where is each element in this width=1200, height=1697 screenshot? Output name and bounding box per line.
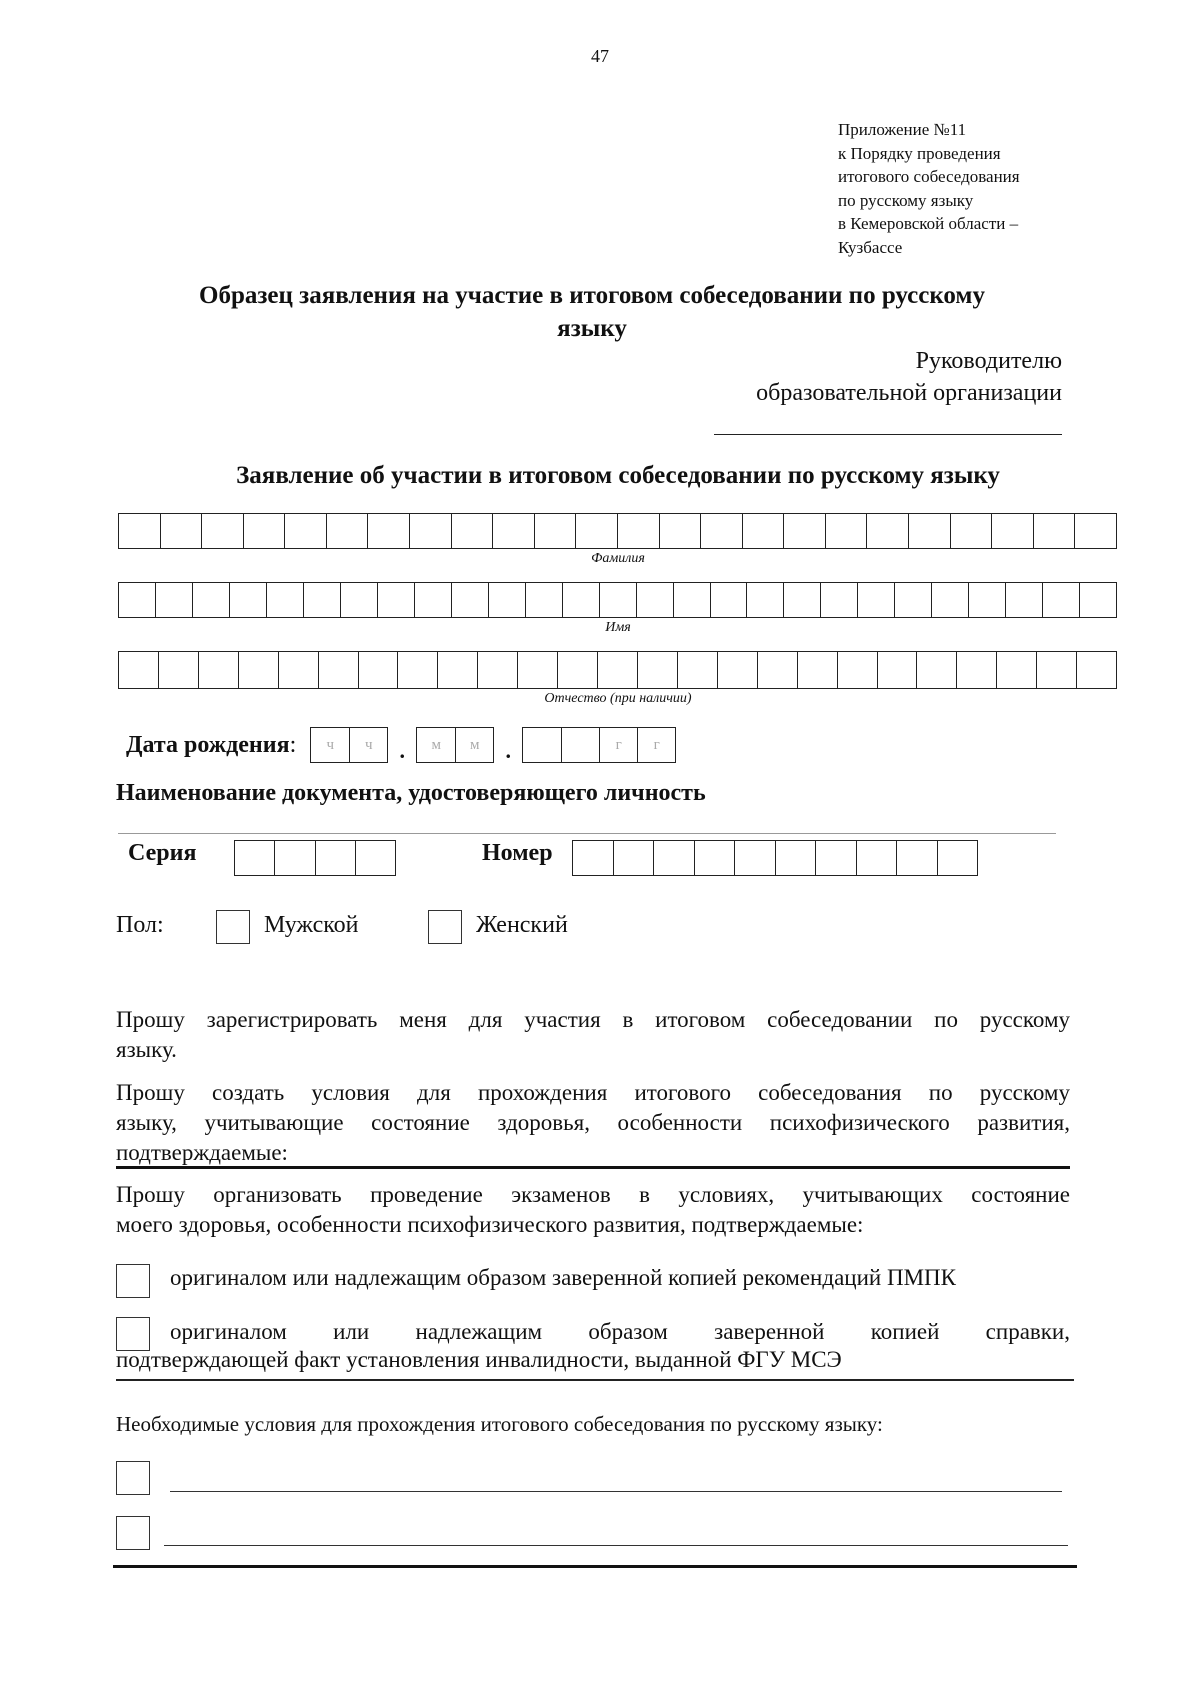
name-cell[interactable] (340, 583, 377, 617)
patronymic-cell[interactable] (956, 652, 996, 688)
surname-cell[interactable] (742, 514, 784, 548)
patronymic-cell[interactable] (717, 652, 757, 688)
surname-cell[interactable] (160, 514, 202, 548)
patronymic-cell[interactable] (996, 652, 1036, 688)
patronymic-cell[interactable] (358, 652, 398, 688)
addressee-name-line[interactable] (714, 434, 1062, 435)
birth-month-cell[interactable]: м (431, 736, 441, 753)
series-label: Серия (128, 840, 197, 866)
appendix-line: по русскому языку (838, 190, 974, 210)
gender-male-label: Мужской (264, 912, 359, 938)
request-register (116, 1005, 1070, 1065)
surname-cell[interactable] (575, 514, 617, 548)
identity-document-label: Наименование документа, удостоверяющего личность (116, 780, 706, 806)
name-cell[interactable] (931, 583, 968, 617)
name-cell[interactable] (1005, 583, 1042, 617)
sample-title-line1: Образец заявления на участие в итоговом собеседовании по русскому (199, 282, 985, 309)
mse-rule (116, 1379, 1074, 1381)
appendix-line: Кузбассе (838, 237, 903, 257)
pmpk-option-label: оригиналом или надлежащим образом заверенной копией рекомендаций ПМПК (170, 1265, 956, 1290)
series-cell[interactable] (355, 841, 395, 875)
number-cell[interactable] (573, 841, 613, 875)
gender-male-checkbox[interactable] (216, 910, 250, 944)
appendix-line: к Порядку проведения (838, 143, 1001, 163)
patronymic-cell[interactable] (637, 652, 677, 688)
birth-date-label: Дата рождения (126, 731, 290, 758)
surname-caption: Фамилия (591, 551, 645, 566)
birth-day-cell[interactable]: ч (349, 728, 387, 762)
condition-line-1[interactable] (170, 1491, 1062, 1492)
necessary-conditions-label: Необходимые условия для прохождения итогового собеседования по русскому языку: (116, 1412, 883, 1436)
patronymic-cell[interactable] (158, 652, 198, 688)
surname-cell[interactable] (119, 514, 160, 548)
surname-cell[interactable] (367, 514, 409, 548)
surname-cell[interactable] (659, 514, 701, 548)
name-cells[interactable] (118, 582, 1117, 618)
series-cell[interactable] (274, 841, 314, 875)
birth-year-cell[interactable]: г (637, 728, 675, 762)
number-cell[interactable] (896, 841, 937, 875)
patronymic-cell[interactable] (397, 652, 437, 688)
surname-cell[interactable] (326, 514, 368, 548)
patronymic-cell[interactable] (597, 652, 637, 688)
request-conditions-line3: подтверждаемые: (116, 1140, 288, 1165)
surname-cell[interactable] (409, 514, 451, 548)
name-cell[interactable] (710, 583, 747, 617)
name-cell[interactable] (229, 583, 266, 617)
addressee (756, 345, 1062, 409)
date-separator: . (505, 738, 511, 763)
gender-female-label: Женский (476, 912, 568, 938)
name-cell[interactable] (303, 583, 340, 617)
birth-month-cells[interactable] (416, 727, 494, 763)
name-cell[interactable] (673, 583, 710, 617)
birth-year-cell[interactable]: г (599, 728, 637, 762)
surname-cell[interactable] (908, 514, 950, 548)
date-separator: . (399, 738, 405, 763)
condition-checkbox-2[interactable] (116, 1516, 150, 1550)
appendix-note (838, 118, 1020, 259)
number-cell[interactable] (775, 841, 816, 875)
request-conditions (116, 1078, 1070, 1168)
birth-year-cell[interactable] (561, 728, 599, 762)
series-cells[interactable] (234, 840, 396, 876)
identity-document-line[interactable] (118, 833, 1056, 834)
appendix-line: Приложение №11 (838, 120, 967, 139)
name-cell[interactable] (746, 583, 783, 617)
number-cell[interactable] (856, 841, 897, 875)
name-cell[interactable] (119, 583, 155, 617)
number-cell[interactable] (937, 841, 978, 875)
name-cell[interactable] (1079, 583, 1116, 617)
appendix-line: в Кемеровской области – (838, 214, 1019, 233)
name-cell[interactable] (562, 583, 599, 617)
surname-cell[interactable] (866, 514, 908, 548)
series-cell[interactable] (235, 841, 274, 875)
series-cell[interactable] (315, 841, 355, 875)
number-cell[interactable] (613, 841, 654, 875)
page-number: 47 (591, 46, 609, 66)
name-cell[interactable] (636, 583, 673, 617)
name-cell[interactable] (968, 583, 1005, 617)
gender-female-checkbox[interactable] (428, 910, 462, 944)
bottom-rule (113, 1565, 1077, 1568)
request-register-line1: Прошу зарегистрировать меня для участия в итоговом собеседовании по русскому (116, 1007, 1070, 1032)
surname-cell[interactable] (783, 514, 825, 548)
number-cells[interactable] (572, 840, 978, 876)
surname-cell[interactable] (991, 514, 1033, 548)
patronymic-cell[interactable] (278, 652, 318, 688)
name-cell[interactable] (820, 583, 857, 617)
surname-cell[interactable] (284, 514, 326, 548)
patronymic-cell[interactable] (837, 652, 877, 688)
patronymic-cell[interactable] (437, 652, 477, 688)
patronymic-cell[interactable] (1036, 652, 1076, 688)
number-label: Номер (482, 840, 553, 866)
patronymic-cell[interactable] (916, 652, 956, 688)
patronymic-cell[interactable] (318, 652, 358, 688)
patronymic-cell[interactable] (557, 652, 597, 688)
name-caption: Имя (605, 620, 631, 635)
surname-cell[interactable] (492, 514, 534, 548)
condition-line-2[interactable] (164, 1545, 1068, 1546)
birth-year-cell[interactable] (523, 728, 561, 762)
surname-cell[interactable] (243, 514, 285, 548)
appendix-line: итогового собеседования (838, 167, 1020, 186)
request-exams-line1: Прошу организовать проведение экзаменов в условиях, учитывающих состояние (116, 1182, 1070, 1207)
birth-month-cell[interactable]: м (455, 728, 493, 762)
patronymic-cell[interactable] (877, 652, 917, 688)
surname-cell[interactable] (1033, 514, 1075, 548)
birth-year-cells[interactable] (522, 727, 676, 763)
addressee-line2: образовательной организации (756, 380, 1062, 406)
name-cell[interactable] (525, 583, 562, 617)
surname-cell[interactable] (201, 514, 243, 548)
name-cell[interactable] (451, 583, 488, 617)
pmpk-checkbox[interactable] (116, 1264, 150, 1298)
surname-cell[interactable] (451, 514, 493, 548)
name-cell[interactable] (1042, 583, 1079, 617)
name-cell[interactable] (857, 583, 894, 617)
request-exams (116, 1180, 1070, 1240)
name-cell[interactable] (377, 583, 414, 617)
mse-checkbox[interactable] (116, 1317, 150, 1351)
name-cell[interactable] (155, 583, 192, 617)
gender-label: Пол: (116, 912, 164, 938)
patronymic-cell[interactable] (677, 652, 717, 688)
patronymic-cell[interactable] (238, 652, 278, 688)
patronymic-cell[interactable] (198, 652, 238, 688)
surname-cell[interactable] (534, 514, 576, 548)
patronymic-cell[interactable] (477, 652, 517, 688)
patronymic-cell[interactable] (757, 652, 797, 688)
surname-cell[interactable] (700, 514, 742, 548)
birth-day-cell[interactable]: ч (326, 736, 334, 753)
request-register-line2: языку. (116, 1037, 177, 1062)
request-exams-line2: моего здоровья, особенности психофизического развития, подтверждаемые: (116, 1212, 864, 1237)
request-conditions-line2: языку, учитывающие состояние здоровья, особенности психофизического развития, (116, 1110, 1070, 1135)
name-cell[interactable] (266, 583, 303, 617)
name-cell[interactable] (894, 583, 931, 617)
conditions-fill-line[interactable] (116, 1166, 1070, 1169)
patronymic-caption: Отчество (при наличии) (544, 691, 692, 706)
name-cell[interactable] (599, 583, 636, 617)
birth-day-cells[interactable] (310, 727, 388, 763)
mse-option-line2: подтверждающей факт установления инвалидности, выданной ФГУ МСЭ (116, 1347, 842, 1372)
surname-cell[interactable] (617, 514, 659, 548)
patronymic-cell[interactable] (119, 652, 158, 688)
surname-cell[interactable] (950, 514, 992, 548)
surname-cell[interactable] (825, 514, 867, 548)
number-cell[interactable] (734, 841, 775, 875)
surname-cell[interactable] (1074, 514, 1116, 548)
birth-date-colon: : (289, 731, 297, 758)
condition-checkbox-1[interactable] (116, 1461, 150, 1495)
sample-title (120, 279, 1064, 345)
addressee-line1: Руководителю (915, 348, 1062, 374)
patronymic-cell[interactable] (1076, 652, 1116, 688)
name-cell[interactable] (414, 583, 451, 617)
name-cell[interactable] (783, 583, 820, 617)
patronymic-cell[interactable] (797, 652, 837, 688)
number-cell[interactable] (815, 841, 856, 875)
surname-cells[interactable] (118, 513, 1117, 549)
number-cell[interactable] (653, 841, 694, 875)
name-cell[interactable] (488, 583, 525, 617)
number-cell[interactable] (694, 841, 735, 875)
application-title: Заявление об участии в итоговом собеседовании по русскому языку (236, 462, 1000, 489)
request-conditions-line1: Прошу создать условия для прохождения итогового собеседования по русскому (116, 1080, 1070, 1105)
patronymic-cell[interactable] (517, 652, 557, 688)
name-cell[interactable] (192, 583, 229, 617)
birth-date-row (126, 726, 676, 764)
sample-title-line2: языку (557, 315, 627, 342)
patronymic-cells[interactable] (118, 651, 1117, 689)
mse-option-line1: оригиналом или надлежащим образом заверенной копией справки, (170, 1319, 1070, 1344)
